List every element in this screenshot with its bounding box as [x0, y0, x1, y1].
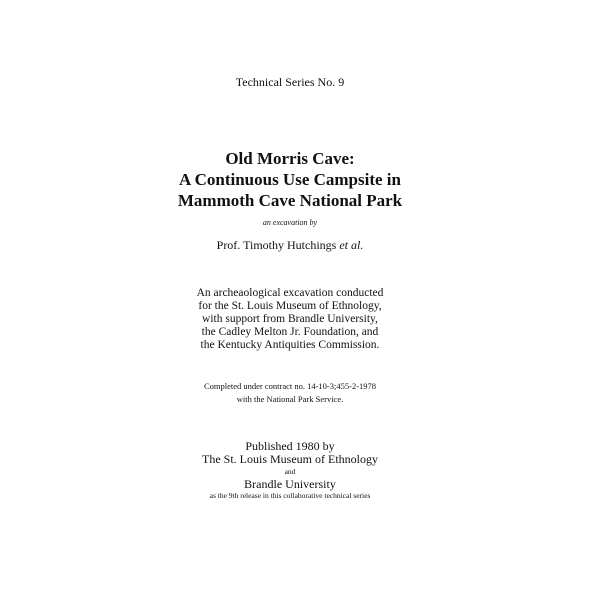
contract-line-1: Completed under contract no. 14-10-3;455-2-1978 [203, 381, 377, 391]
description-line-4: the Cadley Melton Jr. Foundation, and [201, 326, 379, 338]
publication-line-2: The St. Louis Museum of Ethnology [202, 452, 378, 466]
author-name: Prof. Timothy Hutchings [216, 238, 337, 252]
contract-line-2: with the National Park Service. [236, 394, 344, 404]
description-line-1: An archeaological excavation conducted [196, 287, 384, 299]
byline: an excavation by [262, 218, 318, 227]
title-line-2: A Continuous Use Campsite in [179, 170, 401, 189]
publication-line-1: Published 1980 by [245, 439, 335, 453]
description-line-5: the Kentucky Antiquities Commission. [200, 339, 380, 351]
description-line-2: for the St. Louis Museum of Ethnology, [198, 300, 382, 312]
series-label: Technical Series No. 9 [235, 75, 345, 89]
publication-line-4: Brandle University [244, 477, 336, 491]
title-line-1: Old Morris Cave: [225, 149, 355, 168]
description-line-3: with support from Brandle University, [202, 313, 378, 325]
publication-line-5: as the 9th release in this collaborative technical series [209, 491, 371, 500]
publication-line-3: and [284, 467, 296, 476]
author-line [0, 238, 580, 253]
title-line-3: Mammoth Cave National Park [177, 191, 403, 210]
author-suffix: et al. [339, 238, 364, 252]
